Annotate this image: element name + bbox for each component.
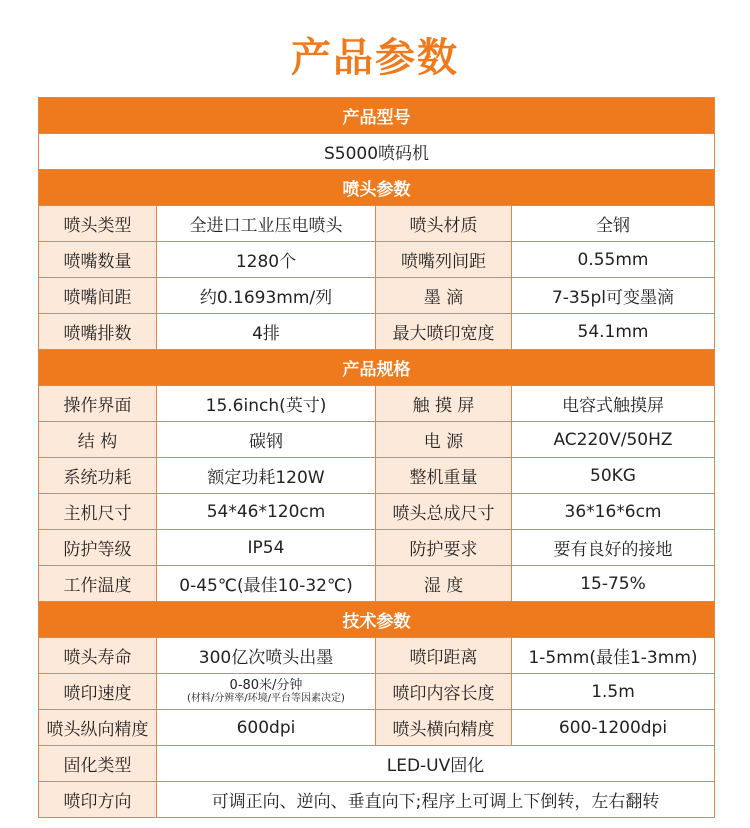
model-value: S5000喷码机 [39, 134, 715, 170]
param-label: 系统功耗 [39, 458, 157, 494]
param-value: AC220V/50HZ [512, 422, 715, 458]
param-label: 喷印方向 [39, 782, 157, 818]
param-label: 喷嘴列间距 [376, 242, 512, 278]
param-value: 1280个 [157, 242, 376, 278]
print-speed-value: 0-80米/分钟 [229, 678, 303, 693]
print-speed-cell [157, 674, 376, 710]
param-value: 50KG [512, 458, 715, 494]
param-label: 防护要求 [376, 530, 512, 566]
param-value: 54*46*120cm [157, 494, 376, 530]
param-value: 全进口工业压电喷头 [157, 206, 376, 242]
param-value: 0-45℃(最佳10-32℃) [157, 566, 376, 602]
section-header-nozzle: 喷头参数 [39, 170, 715, 206]
param-value: 300亿次喷头出墨 [157, 638, 376, 674]
param-label: 固化类型 [39, 746, 157, 782]
param-label: 喷头纵向精度 [39, 710, 157, 746]
param-label: 主机尺寸 [39, 494, 157, 530]
section-header-spec: 产品规格 [39, 350, 715, 386]
param-label: 防护等级 [39, 530, 157, 566]
param-label: 喷嘴数量 [39, 242, 157, 278]
print-speed-note: (材料/分辨率/环境/平台等因素决定) [187, 693, 345, 704]
param-value: 15-75% [512, 566, 715, 602]
table-row [39, 134, 715, 170]
param-label: 结 构 [39, 422, 157, 458]
table-row [39, 746, 715, 782]
param-value: 电容式触摸屏 [512, 386, 715, 422]
param-label: 湿 度 [376, 566, 512, 602]
table-row [39, 386, 715, 422]
param-label: 喷头横向精度 [376, 710, 512, 746]
param-value: 要有良好的接地 [512, 530, 715, 566]
param-value: 0.55mm [512, 242, 715, 278]
param-label: 喷印距离 [376, 638, 512, 674]
param-label: 喷嘴间距 [39, 278, 157, 314]
param-value: 碳钢 [157, 422, 376, 458]
section-row-model [39, 98, 715, 134]
param-label: 喷印速度 [39, 674, 157, 710]
param-value: 600dpi [157, 710, 376, 746]
param-label: 整机重量 [376, 458, 512, 494]
param-label: 喷头总成尺寸 [376, 494, 512, 530]
table-row [39, 638, 715, 674]
param-value: 36*16*6cm [512, 494, 715, 530]
page-title: 产品参数 [291, 35, 459, 81]
table-row [39, 242, 715, 278]
param-label: 喷嘴排数 [39, 314, 157, 350]
table-row [39, 710, 715, 746]
param-label: 工作温度 [39, 566, 157, 602]
param-value: IP54 [157, 530, 376, 566]
param-value: 额定功耗120W [157, 458, 376, 494]
param-label: 墨 滴 [376, 278, 512, 314]
section-row-spec [39, 350, 715, 386]
table-row [39, 782, 715, 818]
param-label: 最大喷印宽度 [376, 314, 512, 350]
param-value: 约0.1693mm/列 [157, 278, 376, 314]
param-value: LED-UV固化 [157, 746, 715, 782]
section-header-model: 产品型号 [39, 98, 715, 134]
table-row [39, 530, 715, 566]
param-label: 喷印内容长度 [376, 674, 512, 710]
param-value: 4排 [157, 314, 376, 350]
param-value: 1.5m [512, 674, 715, 710]
table-row [39, 314, 715, 350]
table-row [39, 422, 715, 458]
table-row [39, 566, 715, 602]
spec-table [38, 97, 715, 818]
param-label: 喷头寿命 [39, 638, 157, 674]
section-row-tech [39, 602, 715, 638]
table-row [39, 494, 715, 530]
param-value: 15.6inch(英寸) [157, 386, 376, 422]
param-value: 全钢 [512, 206, 715, 242]
table-row [39, 458, 715, 494]
param-value: 1-5mm(最佳1-3mm) [512, 638, 715, 674]
param-value: 可调正向、逆向、垂直向下;程序上可调上下倒转，左右翻转 [157, 782, 715, 818]
param-label: 喷头材质 [376, 206, 512, 242]
table-row [39, 278, 715, 314]
param-label: 触 摸 屏 [376, 386, 512, 422]
param-label: 操作界面 [39, 386, 157, 422]
param-value: 7-35pl可变墨滴 [512, 278, 715, 314]
param-label: 喷头类型 [39, 206, 157, 242]
param-value: 600-1200dpi [512, 710, 715, 746]
param-label: 电 源 [376, 422, 512, 458]
section-header-tech: 技术参数 [39, 602, 715, 638]
table-row [39, 674, 715, 710]
section-row-nozzle [39, 170, 715, 206]
param-value: 54.1mm [512, 314, 715, 350]
table-row [39, 206, 715, 242]
